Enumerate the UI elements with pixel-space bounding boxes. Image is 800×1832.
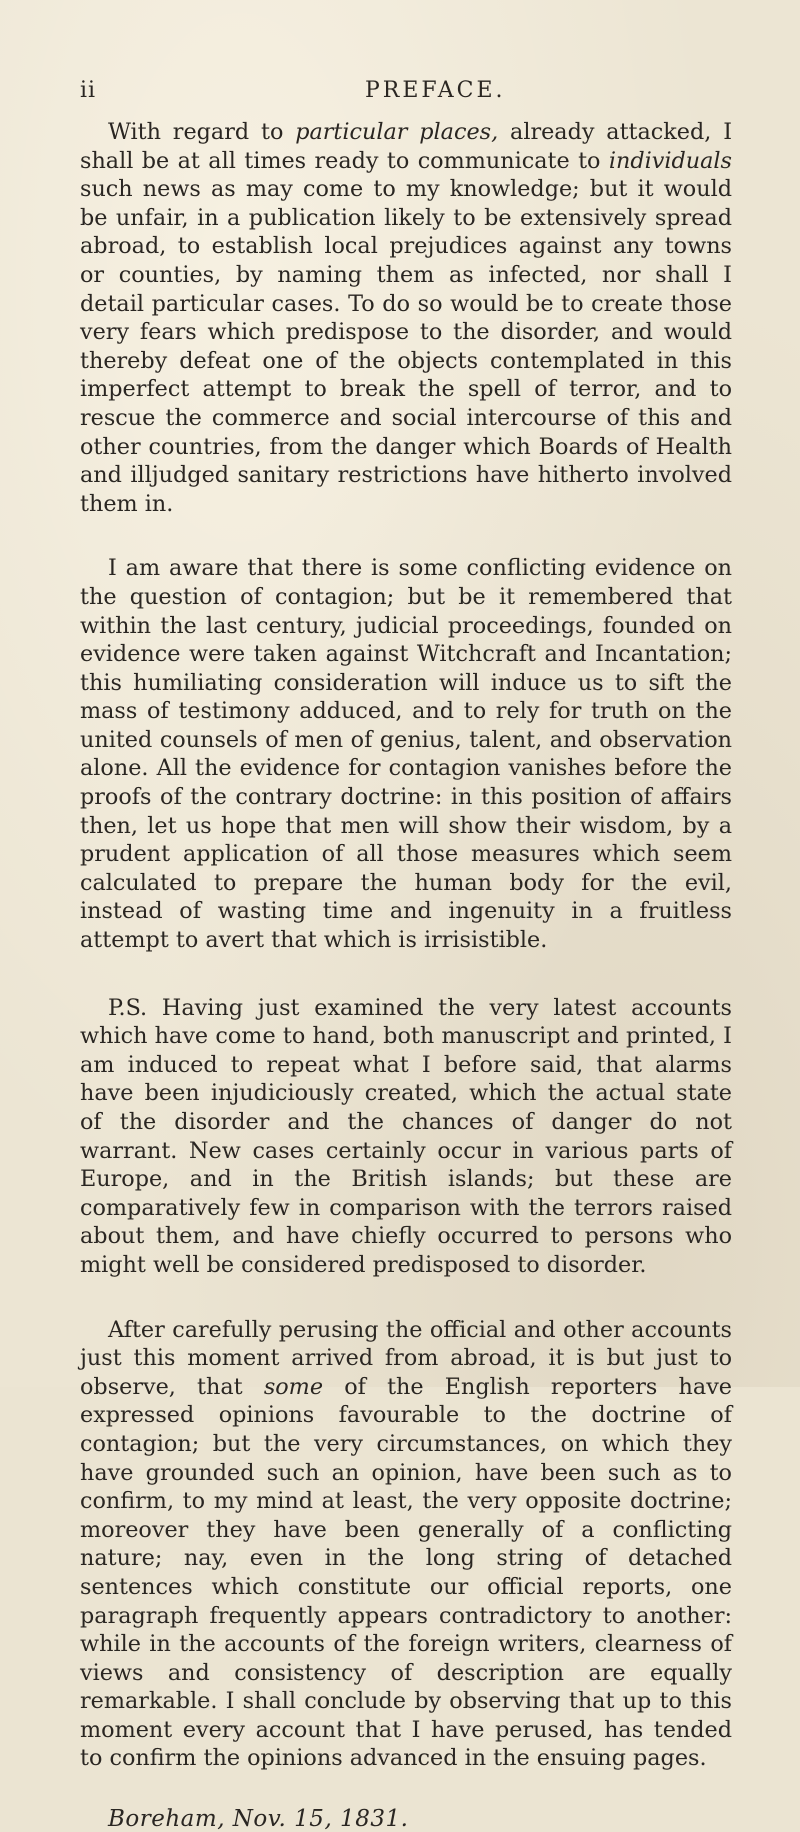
italic-phrase: particular places, — [295, 119, 499, 145]
italic-phrase: some — [263, 1373, 324, 1400]
page-number: ii — [80, 78, 97, 103]
page-header — [80, 78, 730, 108]
paragraph-4: After carefully perusing the official and other accounts just this moment arrived from abroad, it is but just to observe, that some of the English reporters have expressed opinions favourable to the doctrine of contagion; but the very circumstances, on which they have grounded such an opinion, have been such as to confirm, to my mind at least, the very opposite doctrine; moreover they have been generally of a conflicting nature; nay, even in the long string of detached sentences which constitute our official reports, one paragraph frequently appears contradictory to another: while in the accounts of the foreign writers, clearness of views and consistency of description are equally remarkable. I shall conclude by observing that up to this moment every account that I have perused, has tended to confirm the opinions advanced in the ensuing pages. — [80, 1316, 733, 1772]
paragraph-3-postscript: P.S. Having just examined the very latest accounts which have come to hand, both manuscript and printed, I am induced to repeat what I before said, that alarms have been injudiciously created, which the actual state of the disorder and the chances of danger do not warrant. New cases certainly occur in various parts of Europe, and in the British islands; but these are comparatively few in comparison with the terrors raised about them, and have chiefly occurred to persons who might well be considered predisposed to disorder. — [80, 994, 732, 1278]
body-text — [80, 118, 732, 1832]
running-head: PREFACE. — [365, 78, 506, 103]
italic-phrase: individuals — [608, 147, 732, 174]
paragraph-1: With regard to particular places, already attacked, I shall be at all times ready to communicate to individuals such news as may come to my knowledge; but it would be unfair, in a publication likely to be extensively spread abroad, to establish local prejudices against any towns or counties, by naming them as infected, nor shall I detail particular cases. To do so would be to create those very fears which predispose to the disorder, and would thereby defeat one of the objects contemplated in this imperfect attempt to break the spell of terror, and to rescue the commerce and social intercourse of this and other countries, from the danger which Boards of Health and illjudged sanitary restrictions have hitherto involved them in. — [80, 119, 732, 517]
paragraph-2: I am aware that there is some conflicting evidence on the question of contagion; but be it remembered that within the last century, judicial proceedings, founded on evidence were taken against Witchcraft and Incantation; this humiliating consideration will induce us to sift the mass of testimony adduced, and to rely for truth on the united counsels of men of genius, talent, and observation alone. All the evidence for contagion vanishes before the proofs of the contrary doctrine: in this position of affairs then, let us hope that men will show their wisdom, by a prudent application of all those measures which seem calculated to prepare the human body for the evil, instead of wasting time and ingenuity in a fruitless attempt to avert that which is irrisistible. — [80, 555, 732, 954]
signature-place-date: Boreham, Nov. 15, 1831. — [108, 1806, 409, 1832]
